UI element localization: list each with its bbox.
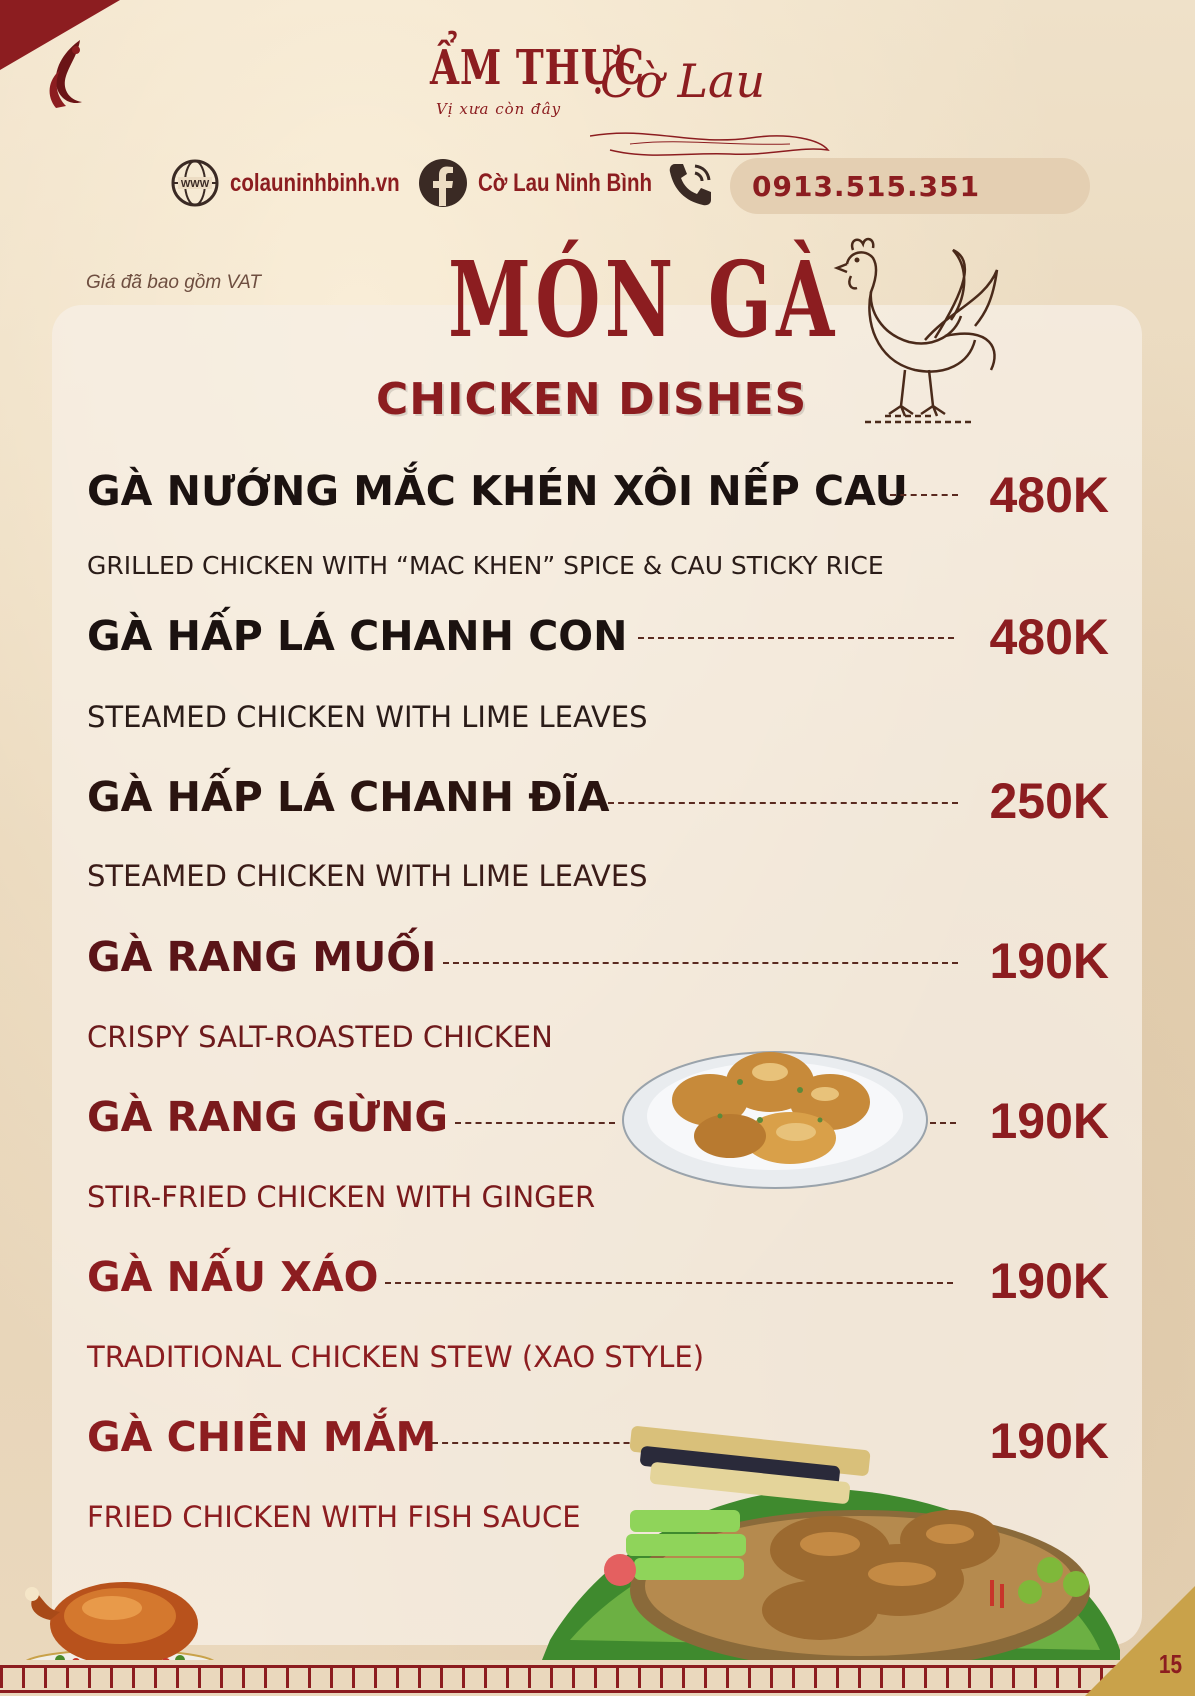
facebook-icon bbox=[418, 158, 468, 208]
vat-note: Giá đã bao gồm VAT bbox=[86, 272, 261, 293]
brand-logo bbox=[420, 26, 840, 146]
leader-dots bbox=[890, 494, 958, 496]
www-icon bbox=[170, 158, 220, 208]
website-text: colauninhbinh.vn bbox=[230, 168, 400, 197]
meander-border bbox=[0, 1660, 1195, 1696]
menu-item-price: 190K bbox=[989, 1253, 1109, 1309]
menu-item-desc: CRISPY SALT-ROASTED CHICKEN bbox=[87, 1020, 553, 1054]
menu-item-price: 190K bbox=[989, 1413, 1109, 1469]
menu-item-price: 190K bbox=[989, 933, 1109, 989]
menu-item-desc: STEAMED CHICKEN WITH LIME LEAVES bbox=[87, 859, 648, 893]
menu-item-desc: STIR-FRIED CHICKEN WITH GINGER bbox=[87, 1180, 596, 1214]
phone-number: 0913.515.351 bbox=[752, 170, 981, 203]
menu-item-price: 250K bbox=[989, 773, 1109, 829]
ginger-chicken-plate-image bbox=[620, 1020, 930, 1195]
leader-dots bbox=[638, 637, 954, 639]
page-number: 15 bbox=[1158, 1649, 1183, 1679]
restaurant-logo-icon bbox=[36, 36, 96, 116]
leader-dots bbox=[930, 1122, 956, 1124]
brand-tagline: Vị xưa còn đây bbox=[436, 100, 562, 118]
menu-item-price: 480K bbox=[989, 467, 1109, 523]
phone-icon-wrap bbox=[665, 158, 717, 210]
menu-item-name: GÀ RANG GỪNG bbox=[87, 1093, 449, 1141]
menu-item-desc: TRADITIONAL CHICKEN STEW (XAO STYLE) bbox=[87, 1340, 705, 1374]
brand-script: Cờ Lau bbox=[600, 54, 766, 108]
rooster-icon bbox=[825, 230, 1005, 430]
menu-item-name: GÀ NƯỚNG MẮC KHÉN XÔI NẾP CAU bbox=[87, 467, 908, 515]
svg-text:WWW: WWW bbox=[180, 179, 210, 190]
grilled-chicken-platter-image bbox=[530, 1420, 1130, 1690]
section-title-vn: MÓN GÀ bbox=[448, 238, 839, 361]
phone-icon bbox=[665, 158, 717, 210]
section-title-en: CHICKEN DISHES bbox=[376, 374, 808, 425]
leader-dots bbox=[608, 802, 958, 804]
menu-item-price: 190K bbox=[989, 1093, 1109, 1149]
menu-item-name: GÀ NẤU XÁO bbox=[87, 1253, 379, 1301]
menu-item-desc: STEAMED CHICKEN WITH LIME LEAVES bbox=[87, 700, 648, 734]
leader-dots bbox=[443, 962, 958, 964]
menu-item-name: GÀ RANG MUỐI bbox=[87, 933, 437, 981]
menu-item-name: GÀ HẤP LÁ CHANH ĐĨA bbox=[87, 773, 610, 821]
menu-item-name: GÀ HẤP LÁ CHANH CON bbox=[87, 612, 628, 660]
menu-item-desc: FRIED CHICKEN WITH FISH SAUCE bbox=[87, 1500, 581, 1534]
website-link[interactable] bbox=[170, 158, 437, 208]
facebook-link[interactable] bbox=[418, 158, 690, 208]
menu-item-name: GÀ CHIÊN MẮM bbox=[87, 1413, 437, 1461]
facebook-text: Cờ Lau Ninh Bình bbox=[478, 168, 653, 197]
menu-item-price: 480K bbox=[989, 609, 1109, 665]
leader-dots bbox=[385, 1282, 953, 1284]
leader-dots bbox=[455, 1122, 615, 1124]
menu-item-desc: GRILLED CHICKEN WITH “MAC KHEN” SPICE & CAU STICKY RICE bbox=[87, 551, 884, 580]
phone-number-pill[interactable] bbox=[730, 158, 1090, 214]
brand-name: ẨM THỰC bbox=[430, 40, 645, 96]
